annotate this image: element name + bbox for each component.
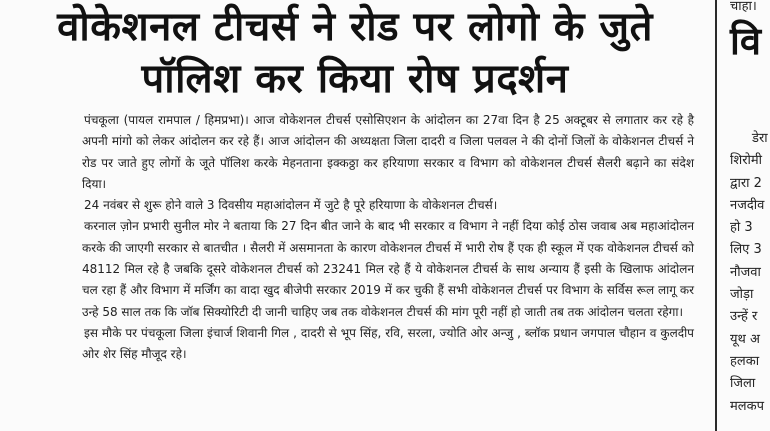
adjacent-line: हो 3: [730, 220, 753, 236]
article-paragraph-1: पंचकूला (पायल रामपाल / हिमप्रभा)। आज वोकेशनल टीचर्स एसोसिएशन के आंदोलन का 27वा दिन है 25 अक्टूबर से लगातार कर रहे है अपनी मांगो को लेकर आंदोलन कर रहे हैं। आज आंदोलन की अध्यक्षता जिला दादरी व जिला पलवल ने की दोनों जिलों के वोकेशनल टीचर्स ने रोड पर जाते हुए लोगों के जूते पॉलिश करके मेहनताना इक्कठ्ठा कर हरियाणा सरकार व विभाग को वोकेशनल टीचर्स सैलरी बढ़ाने का संदेश दिया।: [82, 113, 694, 191]
adjacent-line: उन्हें र: [730, 309, 758, 325]
column-divider: [715, 0, 717, 431]
adjacent-line: डेरा: [752, 131, 768, 146]
adjacent-line: नजदीव: [730, 197, 765, 213]
adjacent-column: [722, 0, 770, 431]
article-paragraph-3: करनाल ज़ोन प्रभारी सुनील मोर ने बताया कि 27 दिन बीत जाने के बाद भी सरकार व विभाग ने नहीं दिया कोई ठोस जवाब अब महाआंदोलन करके की जाएगी सरकार से बातचीत । सैलरी में असमानता के कारण वोकेशनल टीचर्स में भारी रोष हैं एक ही स्कूल में एक वोकेशनल टीचर्स को 48112 मिल रहे है जबकि दूसरे वोकेशनल टीचर्स को 23241 मिल रहे हैं ये वोकेशनल टीचर्स के साथ अन्याय हैं इसी के खिलाफ आंदोलन चल रहा हैं और विभाग में मर्जिंग का वादा खुद बीजेपी सरकार 2019 में कर चुकी हैं सभी वोकेशनल टीचर्स पर विभाग के सर्विस रूल लागू कर उन्हे 58 साल तक कि जॉब सिक्योरिटी दी जानी चाहिए जब तक वोकेशनल टीचर्स की मांग पूरी नहीं हो जाती तब तक आंदोलन चलता रहेगा।: [82, 219, 695, 319]
adjacent-line: शिरोमी: [730, 153, 763, 169]
adjacent-top-text: चाहा।: [730, 0, 757, 14]
adjacent-line: लिए 3: [730, 242, 762, 258]
headline-line-2: पॉलिश कर किया रोष प्रदर्शन: [141, 56, 569, 102]
adjacent-line: मलकप: [730, 398, 764, 414]
adjacent-line: द्वारा 2: [730, 175, 762, 191]
adjacent-line: जिला: [730, 376, 756, 392]
adjacent-headline: वि: [730, 19, 761, 63]
adjacent-line: नौजवा: [730, 264, 761, 280]
adjacent-line: हलका: [730, 353, 760, 369]
adjacent-line: यूथ अ: [730, 331, 760, 347]
article-paragraph-2: 24 नवंबर से शुरू होने वाले 3 दिवसीय महाआंदोलन में जुटे है पूरे हरियाणा के वोकेशनल टीचर्स।: [84, 198, 498, 213]
adjacent-line: जोड़ा: [730, 287, 754, 303]
article-paragraph-4: इस मौके पर पंचकूला जिला इंचार्ज शिवानी गिल , दादरी से भूप सिंह, रवि, सरला, ज्योति ओर अन्जु , ब्लॉक प्रधान जगपाल चौहान व कुलदीप ओर शेर सिंह मौजूद रहे।: [82, 325, 694, 362]
article-body: [82, 110, 694, 366]
adjacent-text-lines: [730, 128, 768, 418]
headline-line-1: वोकेशनल टीचर्स ने रोड पर लोगो के जुते: [57, 4, 653, 50]
